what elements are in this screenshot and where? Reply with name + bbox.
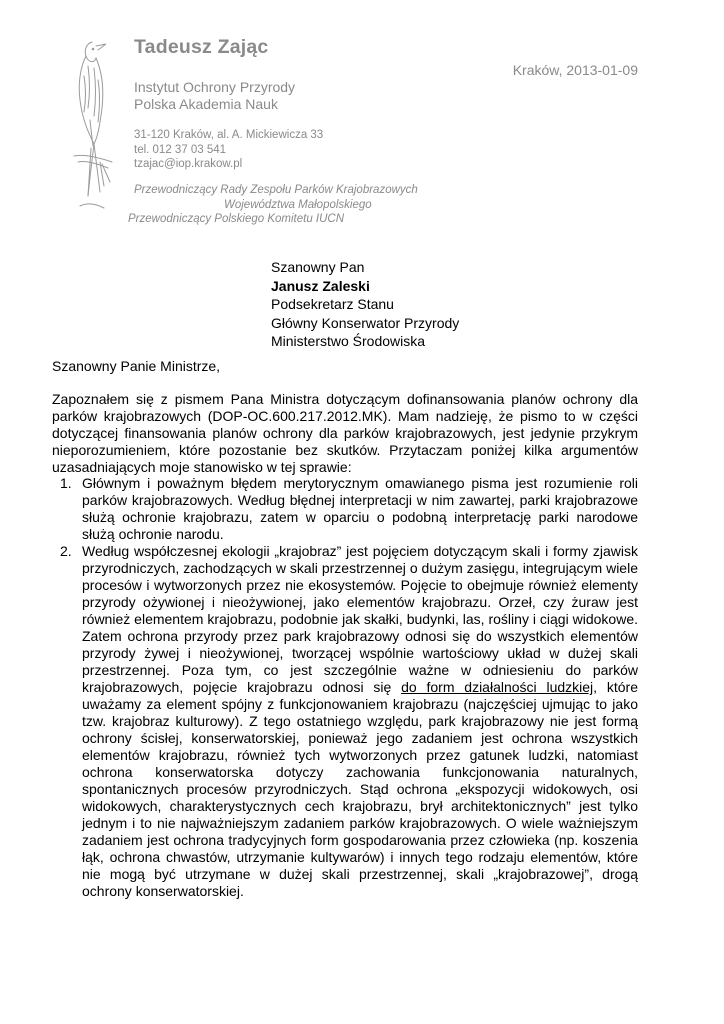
function-line-2: Województwa Małopolskiego <box>224 198 372 211</box>
phone: tel. 012 37 03 541 <box>134 143 227 156</box>
recipient-role: Główny Konserwator Przyrody <box>271 314 460 331</box>
list-item-text-before: Według współczesnej ekologii „krajobraz” jest pojęciem dotyczącym skali i formy zjawisk przyrodniczych, zachodzących w skali przestrzennej o dużym zasięgu, integrującym wiele procesów i wytworzonych przez nie ekosystemów. Pojęcie to obejmuje również elementy przyrody ożywionej i nieożywionej, jako elementów krajobrazu. Orzeł, czy żuraw jest również elementem krajobrazu, podobnie jak skałki, budynki, las, rośliny i ciągi widokowe. Zatem ochrona przyrody przez park krajobrazowy odnosi się do wszystkich elementów przyrody żywej i nieożywionej, tworzącej wspólnie wartościowy układ w dużej skali przestrzennej. Poza tym, co jest szczególnie ważne w odniesieniu do parków krajobrazowych, pojęcie krajobrazu odnosi się <box>82 543 638 695</box>
recipient-title: Podsekretarz Stanu <box>271 296 394 312</box>
intro-paragraph: Zapoznałem się z pismem Pana Ministra dotyczącym dofinansowania planów ochrony dla parków krajobrazowych (DOP-OC.600.217.2012.MK). Mam nadzieję, że pismo to w części dotyczącej finansowania planów ochrony dla parków krajobrazowych, jest jedynie przykrym nieporozumieniem, które pozostanie bez skutków. Przytaczam poniżej kilka argumentów uzasadniających moje stanowisko w tej sprawie: <box>52 391 638 475</box>
list-item-number: 1. <box>60 475 72 491</box>
function-line-3: Przewodniczący Polskiego Komitetu IUCN <box>128 213 345 225</box>
recipient-salutation: Szanowny Pan <box>271 259 365 275</box>
letter-date: Kraków, 2013-01-09 <box>512 62 638 78</box>
recipient-ministry: Ministerstwo Środowiska <box>271 333 426 349</box>
address: 31-120 Kraków, al. A. Mickiewicza 33 <box>134 129 324 141</box>
sender-name: Tadeusz Zając <box>134 36 269 58</box>
recipient-name: Janusz Zaleski <box>271 277 370 294</box>
function-line-1: Przewodniczący Rady Zespołu Parków Krajobrazowych <box>134 184 418 196</box>
academy-name: Polska Akademia Nauk <box>134 96 278 112</box>
functions-block <box>128 183 446 227</box>
list-item-number: 2. <box>60 543 72 559</box>
institute-name: Instytut Ochrony Przyrody <box>134 79 296 95</box>
greeting: Szanowny Panie Ministrze, <box>52 358 221 374</box>
institute-block <box>134 79 295 113</box>
recipient-block <box>271 258 459 351</box>
bird-on-branch-icon <box>60 36 124 216</box>
contact-block <box>134 128 323 172</box>
argument-list <box>52 475 638 900</box>
list-item-text-after: , które uważamy za element spójny z funkcjonowaniem krajobrazu (najczęściej ujmując to jako tzw. krajobraz kulturowy). Z tego ostatniego względu, park krajobrazowy nie jest formą ochrony ścisłej, konserwatorskiej, ponieważ jego zadaniem jest ochrona wszystkich elementów krajobrazu, również tych wytworzonych przez gatunek ludzki, natomiast ochrona konserwatorska dotyczy zachowania funkcjonowania naturalnych, spontanicznych procesów przyrodniczych. Stąd ochrona „ekspozycji widokowych, osi widokowych, charakterystycznych cech krajobrazu, brył architektonicznych” jest tylko jednym i to nie najważniejszym zadaniem parków krajobrazowych. O wiele ważniejszym zadaniem jest ochrona tradycyjnych form gospodarowania przez człowieka (np. koszenia łąk, ochrona chwastów, utrzymanie kultywarów) i innych tego rodzaju elementów, które nie mogą być utrzymane w dużej skali przestrzennej, skali „krajobrazowej”, drogą ochrony konserwatorskiej. <box>82 679 638 899</box>
email: tzajac@iop.krakow.pl <box>134 158 243 170</box>
list-item-text: Głównym i poważnym błędem merytorycznym omawianego pisma jest rozumienie roli parków krajobrazowych. Według błędnej interpretacji w nim zawartej, parki krajobrazowe służą ochronie krajobrazu, zatem w oparciu o podobną interpretację parki narodowe służą ochronie narodu. <box>82 475 638 542</box>
underlined-phrase: do form działalności ludzkiej <box>401 679 594 695</box>
list-item <box>52 475 638 543</box>
list-item <box>52 543 638 900</box>
